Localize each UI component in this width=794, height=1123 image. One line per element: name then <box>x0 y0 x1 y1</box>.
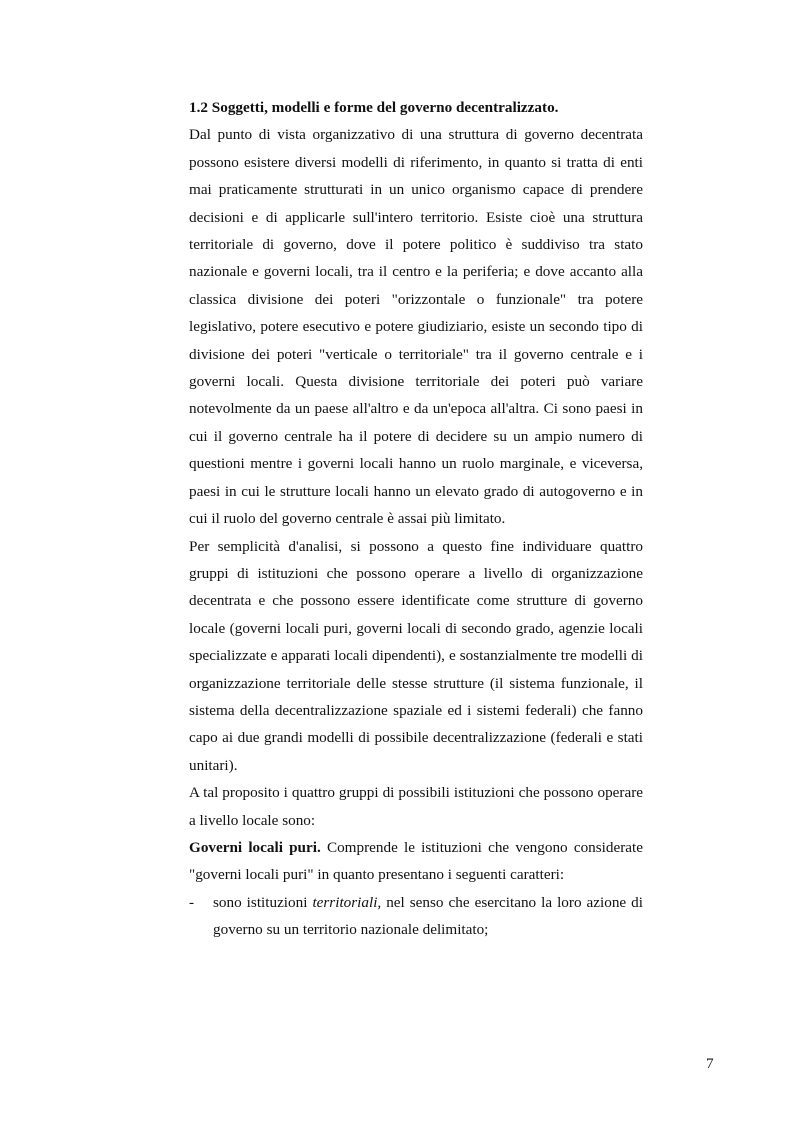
list-marker: - <box>189 893 195 911</box>
list-text-before: sono istituzioni <box>213 893 313 911</box>
paragraph-lead: Governi locali puri. <box>189 838 321 856</box>
paragraph-institution-groups: Per semplicità d'analisi, si possono a questo fine individuare quattro gruppi di istituzioni che possono operare a livello di organizzazione decentrata e che possono essere identificate come strutture di governo locale (governi locali puri, governi locali di secondo grado, agenzie locali specializzate e apparati locali dipendenti), e sostanzialmente tre modelli di organizzazione territoriale delle stesse strutture (il sistema funzionale, il sistema della decentralizzazione spaziale ed i sistemi federali) che fanno capo ai due grandi modelli di possibile decentralizzazione (federali e stati unitari). <box>189 537 643 774</box>
section-heading: 1.2 Soggetti, modelli e forme del governo decentralizzato. <box>189 99 559 116</box>
paragraph-text: Comprende le istituzioni che vengono considerate "governi locali puri" in quanto presentano i seguenti caratteri: <box>189 838 643 884</box>
list-item <box>189 889 643 944</box>
paragraph-pure-local-governments <box>189 834 643 889</box>
body-text <box>189 94 643 944</box>
paragraph-organizational-models: Dal punto di vista organizzativo di una struttura di governo decentrata possono esistere diversi modelli di riferimento, in quanto si tratta di enti mai praticamente strutturati in un unico organismo capace di prendere decisioni e di applicarle sull'intero territorio. Esiste cioè una struttura territoriale di governo, dove il potere politico è suddiviso tra stato nazionale e governi locali, tra il centro e la periferia; e dove accanto alla classica divisione dei poteri "orizzontale o funzionale" tra potere legislativo, potere esecutivo e potere giudiziario, esiste un secondo tipo di divisione dei poteri "verticale o territoriale" tra il governo centrale e i governi locali. Questa divisione territoriale dei poteri può variare notevolmente da un paese all'altro e da un'epoca all'altra. Ci sono paesi in cui il governo centrale ha il potere di decidere su un ampio numero di questioni mentre i governi locali hanno un ruolo marginale, e viceversa, paesi in cui le strutture locali hanno un elevato grado di autogoverno e in cui il ruolo del governo centrale è assai più limitato. <box>189 126 643 528</box>
paragraph-intro-list: A tal proposito i quattro gruppi di possibili istituzioni che possono operare a livello locale sono: <box>189 784 643 829</box>
list-text-emphasis: territoriali <box>312 893 378 911</box>
list-text-after: , nel senso che esercitano la loro azione di governo su un territorio nazionale delimitato; <box>213 893 643 939</box>
page-number: 7 <box>706 1055 714 1072</box>
